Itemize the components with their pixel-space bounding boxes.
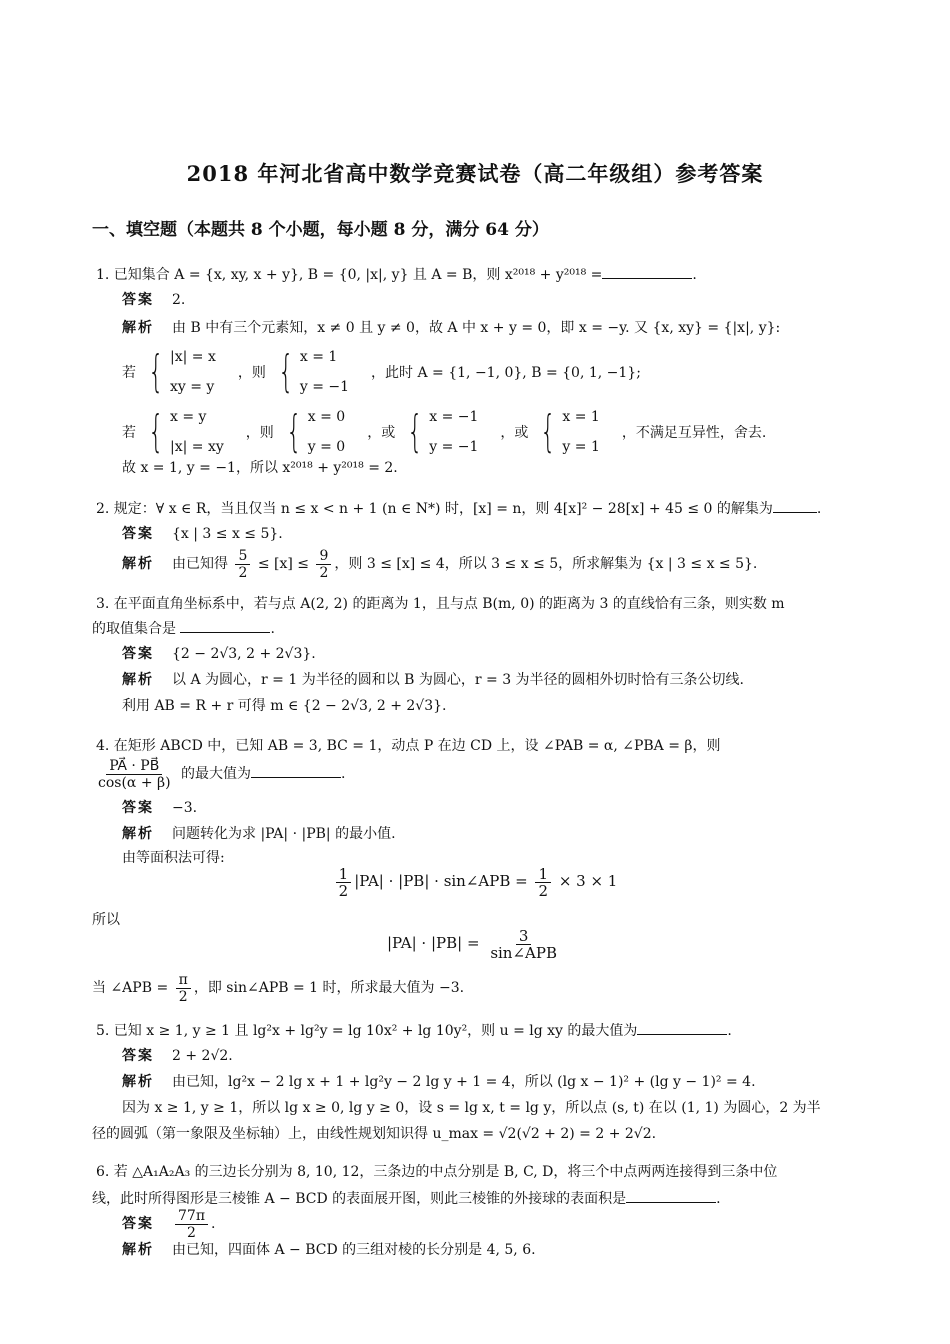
left-brace: {	[540, 406, 557, 457]
q4-suoyi: 所以	[92, 912, 120, 928]
q2-answer: 答案 {x | 3 ≤ x ≤ 5}.	[122, 526, 283, 542]
fraction: $\frac{3}{\text{sin∠APB}}$	[490, 926, 557, 962]
q3-analysis: 解析 以 A 为圆心，r = 1 为半径的圆和以 B 为圆心，r = 3 为半径的圆相外切时恰有三条公切线.	[122, 672, 745, 688]
q4-analysis: 解析 问题转化为求 |PA| · |PB| 的最小值.	[122, 826, 396, 842]
q5-analysis-3: 径的圆弧（第一象限及坐标轴）上，由线性规划知识得 u_max = √2(√2 + 2) = 2 + 2√2.	[92, 1126, 657, 1142]
q2-stem: 2. 规定：∀ x ∈ R，当且仅当 n ≤ x < n + 1 (n ∈ N*) 时，[x] = n，则 4[x]² − 28[x] + 45 ≤ 0 的解集为 .	[96, 498, 821, 519]
q4-conclusion: 当 ∠APB = $\frac{\pi}{2}$ ，即 sin∠APB = 1 时，所求最大值为 −3.	[92, 971, 465, 1005]
fraction: $\frac{1}{2}$	[535, 866, 551, 899]
equation-2: |PA| · |PB| = $\frac{3}{\text{sin∠APB}}$	[0, 924, 950, 962]
q5-analysis: 解析 由已知，lg²x − 2 lg x + 1 + lg²y − 2 lg y + 1 = 4，所以 (lg x − 1)² + (lg y − 1)² = 4.	[122, 1074, 756, 1090]
fraction: $\frac{9}{2}$	[316, 548, 331, 581]
q4-stem-1: 4. 在矩形 ABCD 中，已知 AB = 3, BC = 1，动点 P 在边 CD 上，设 ∠PAB = α, ∠PBA = β，则	[96, 738, 721, 754]
left-brace: {	[148, 406, 164, 457]
fraction: $\frac{\pi}{2}$	[176, 972, 191, 1005]
fraction: $\frac{PA⃗ \cdot PB⃗}{\cos(\alpha + \beta)}$	[98, 757, 171, 791]
q3-analysis-2: 利用 AB = R + r 可得 m ∈ {2 − 2√3, 2 + 2√3}.	[122, 698, 447, 714]
q3-answer: 答案 {2 − 2√3, 2 + 2√3}.	[122, 646, 316, 662]
fraction: $\frac{1}{2}$	[336, 866, 352, 899]
section-heading: 一、填空题（本题共 8 个小题，每小题 8 分，满分 64 分）	[92, 220, 549, 240]
q2-analysis: 解析 由已知得 $\frac{5}{2}$ ≤ [x] ≤ $\frac{9}{2}$ ，则 3 ≤ [x] ≤ 4，所以 3 ≤ x ≤ 5，所求解集为 {x | 3 ≤ x ≤ 5}.	[122, 547, 758, 581]
fraction: $\frac{77\pi}{2}$	[175, 1208, 208, 1241]
answer-blank	[251, 763, 341, 778]
q4-analysis-2: 由等面积法可得:	[122, 850, 225, 866]
answer-blank	[773, 498, 817, 513]
q6-answer: 答案 $\frac{77\pi}{2}$ .	[122, 1207, 216, 1241]
answer-blank	[626, 1188, 716, 1203]
q3-stem-2: 的取值集合是 .	[92, 618, 275, 639]
page-title: 2018 年河北省高中数学竞赛试卷（高二年级组）参考答案	[186, 161, 764, 186]
q1-final: 故 x = 1, y = −1，所以 x²⁰¹⁸ + y²⁰¹⁸ = 2.	[122, 460, 398, 476]
q6-stem-2: 线，此时所得图形是三棱锥 A − BCD 的表面展开图，则此三棱锥的外接球的表面积是 .	[92, 1188, 721, 1209]
fraction: $\frac{5}{2}$	[235, 548, 250, 581]
answer-blank	[637, 1020, 727, 1035]
q5-answer: 答案 2 + 2√2.	[122, 1048, 233, 1064]
equation-1: $\frac{1}{2}$ |PA| · |PB| · sin∠APB = $\frac{1}{2}$ × 3 × 1	[0, 862, 950, 900]
answer-blank	[180, 618, 270, 633]
q1-answer: 答案 2.	[122, 292, 186, 308]
left-brace: {	[286, 406, 302, 457]
left-brace: {	[148, 346, 164, 397]
q3-stem-1: 3. 在平面直角坐标系中，若与点 A(2, 2) 的距离为 1，且与点 B(m, 0) 的距离为 3 的直线恰有三条，则实数 m	[96, 596, 785, 612]
q4-answer: 答案 −3.	[122, 800, 198, 816]
q1-case-2: 若 { x = y |x| = xy ，则 { x = 0 y = 0 ，或 { x = −1 y = −1 ，或 { x = 1 y = 1 ，不满足互异性，舍去.	[122, 406, 767, 457]
q4-stem-2: $\frac{PA⃗ \cdot PB⃗}{\cos(\alpha + \beta)}$ 的最大值为 .	[92, 756, 345, 792]
left-brace: {	[278, 346, 294, 397]
q1-stem: 1. 已知集合 A = {x, xy, x + y}, B = {0, |x|, y} 且 A = B，则 x²⁰¹⁸ + y²⁰¹⁸ = .	[96, 264, 697, 285]
q5-analysis-2: 因为 x ≥ 1, y ≥ 1，所以 lg x ≥ 0, lg y ≥ 0，设 s = lg x, t = lg y，所以点 (s, t) 在以 (1, 1) 为圆心，2 为半	[122, 1100, 821, 1116]
q5-stem: 5. 已知 x ≥ 1, y ≥ 1 且 lg²x + lg²y = lg 10x² + lg 10y²，则 u = lg xy 的最大值为 .	[96, 1020, 732, 1041]
q6-analysis: 解析 由已知，四面体 A − BCD 的三组对棱的长分别是 4, 5, 6.	[122, 1242, 536, 1258]
q1-case-1: 若 { |x| = x xy = y ，则 { x = 1 y = −1 ，此时 A = {1, −1, 0}, B = {0, 1, −1};	[122, 346, 641, 397]
answer-blank	[602, 264, 692, 279]
left-brace: {	[407, 406, 423, 457]
q1-analysis: 解析 由 B 中有三个元素知，x ≠ 0 且 y ≠ 0，故 A 中 x + y = 0，即 x = −y. 又 {x, xy} = {|x|, y}:	[122, 320, 781, 336]
q6-stem-1: 6. 若 △A₁A₂A₃ 的三边长分别为 8, 10, 12，三条边的中点分别是 B, C, D，将三个中点两两连接得到三条中位	[96, 1164, 778, 1180]
